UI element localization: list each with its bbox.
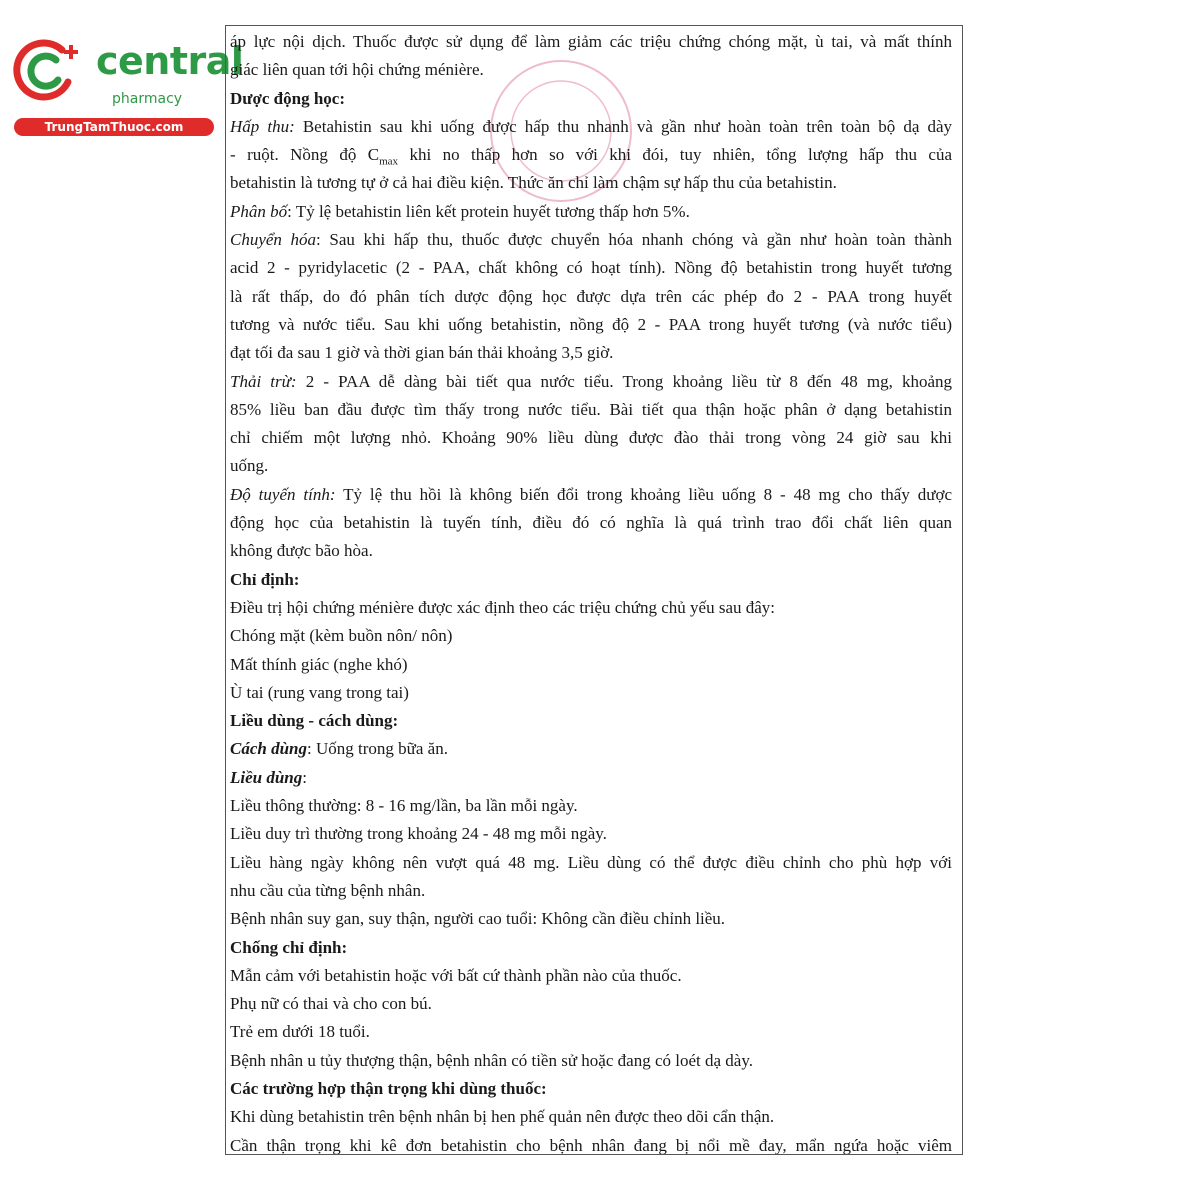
list-item: Phụ nữ có thai và cho con bú. xyxy=(230,994,432,1014)
list-item: Trẻ em dưới 18 tuổi. xyxy=(230,1022,370,1042)
central-pharmacy-logo-icon xyxy=(10,36,85,106)
text-span: : Uống trong bữa ăn. xyxy=(307,739,448,759)
text-span: - ruột. Nồng độ C xyxy=(230,145,380,165)
linearity-label: Độ tuyến tính: xyxy=(230,484,336,504)
text-line: Khi dùng betahistin trên bệnh nhân bị hen phế quản nên được theo dõi cẩn thận. xyxy=(230,1107,775,1127)
list-item: Mất thính giác (nghe khó) xyxy=(230,654,408,674)
text-span: : xyxy=(302,767,308,787)
text-span: Tỷ lệ thu hồi là không biến đổi trong khoảng liều uống 8 - 48 mg cho thấy dược xyxy=(335,484,952,504)
text-line xyxy=(230,226,952,254)
section-heading-indications: Chỉ định: xyxy=(230,569,300,589)
administration-label: Cách dùng xyxy=(230,739,307,759)
text-line: 85% liều ban đầu được tìm thấy trong nước tiểu. Bài tiết qua thận hoặc phân ở dạng betahistin xyxy=(230,399,952,419)
dosage-label: Liều dùng xyxy=(230,767,303,787)
text-span: khi no thấp hơn so với khi đói, tuy nhiên, tổng lượng hấp thu của xyxy=(398,145,952,165)
logo-name: central xyxy=(96,39,244,83)
text-line: acid 2 - pyridylacetic (2 - PAA, chất không có hoạt tính). Nồng độ betahistin trong huyết tương xyxy=(230,258,952,278)
text-line xyxy=(230,368,952,396)
pharmacy-logo xyxy=(10,36,244,141)
text-span: 2 - PAA dễ dàng bài tiết qua nước tiểu. Trong khoảng liều từ 8 đến 48 mg, khoảng xyxy=(296,371,952,391)
excretion-label: Thải trừ: xyxy=(230,371,297,391)
logo-banner: TrungTamThuoc.com xyxy=(14,118,214,136)
text-line: chỉ chiếm một lượng nhỏ. Khoảng 90% liều dùng được đào thải trong vòng 24 giờ sau khi xyxy=(230,428,952,448)
text-line: Cần thận trọng khi kê đơn betahistin cho bệnh nhân đang bị nổi mề đay, mẩn ngứa hoặc viêm xyxy=(230,1135,952,1155)
text-line: động học của betahistin là tuyến tính, điều đó có nghĩa là quá trình trao đổi chất liên quan xyxy=(230,513,952,533)
text-line: là rất thấp, do đó phân tích dược động học được dựa trên các phép đo 2 - PAA trong huyết xyxy=(230,286,952,306)
text-line: Điều trị hội chứng ménière được xác định theo các triệu chứng chủ yếu sau đây: xyxy=(230,597,776,617)
text-line: betahistin là tương tự ở cả hai điều kiện. Thức ăn chỉ làm chậm sự hấp thu của betahistin. xyxy=(230,173,837,193)
text-line: nhu cầu của từng bệnh nhân. xyxy=(230,880,426,900)
metabolism-label: Chuyển hóa xyxy=(230,230,317,250)
text-line: Bệnh nhân suy gan, suy thận, người cao tuổi: Không cần điều chỉnh liều. xyxy=(230,909,726,929)
section-heading-precautions: Các trường hợp thận trọng khi dùng thuốc: xyxy=(230,1078,547,1098)
list-item: Mẫn cảm với betahistin hoặc với bất cứ thành phần nào của thuốc. xyxy=(230,965,682,985)
text-line: Liều thông thường: 8 - 16 mg/lần, ba lần mỗi ngày. xyxy=(230,796,578,816)
text-line: Liều hàng ngày không nên vượt quá 48 mg. Liều dùng có thể được điều chỉnh cho phù hợp với xyxy=(230,852,952,872)
subscript: max xyxy=(379,155,399,168)
text-line: đạt tối đa sau 1 giờ và thời gian bán thải khoảng 3,5 giờ. xyxy=(230,343,614,363)
absorption-label: Hấp thu: xyxy=(230,116,295,136)
text-line xyxy=(230,198,952,226)
text-line: áp lực nội dịch. Thuốc được sử dụng để làm giảm các triệu chứng chóng mặt, ù tai, và mất thính xyxy=(230,32,952,51)
text-line xyxy=(230,113,952,141)
list-item: Chóng mặt (kèm buồn nôn/ nôn) xyxy=(230,626,453,646)
text-line xyxy=(230,764,952,792)
logo-subtitle: pharmacy xyxy=(112,91,183,107)
text-line: tương và nước tiểu. Sau khi uống betahistin, nồng độ 2 - PAA trong huyết tương (và nước tiểu) xyxy=(230,314,952,334)
text-span: : Tỷ lệ betahistin liên kết protein huyết tương thấp hơn 5%. xyxy=(287,201,690,221)
section-heading-pharmacokinetics: Dược động học: xyxy=(230,88,346,108)
text-line: không được bão hòa. xyxy=(230,541,373,561)
text-line: uống. xyxy=(230,456,269,476)
text-line: giác liên quan tới hội chứng ménière. xyxy=(230,60,484,80)
text-line: Liều duy trì thường trong khoảng 24 - 48 mg mỗi ngày. xyxy=(230,824,607,844)
text-line xyxy=(230,141,952,169)
text-span: Betahistin sau khi uống được hấp thu nhanh và gần như hoàn toàn trên toàn bộ dạ dày xyxy=(294,116,952,136)
text-span: : Sau khi hấp thu, thuốc được chuyển hóa nhanh chóng và gần như hoàn toàn thành xyxy=(316,230,952,250)
section-heading-dosage: Liều dùng - cách dùng: xyxy=(230,711,399,731)
leaflet-page xyxy=(225,25,963,1155)
section-heading-contraindications: Chống chỉ định: xyxy=(230,937,348,957)
distribution-label: Phân bố xyxy=(230,201,288,221)
list-item: Ù tai (rung vang trong tai) xyxy=(230,682,409,702)
leaflet-text xyxy=(230,28,952,1155)
text-line xyxy=(230,481,952,509)
list-item: Bệnh nhân u tủy thượng thận, bệnh nhân có tiền sử hoặc đang có loét dạ dày. xyxy=(230,1050,753,1070)
text-line xyxy=(230,735,952,763)
